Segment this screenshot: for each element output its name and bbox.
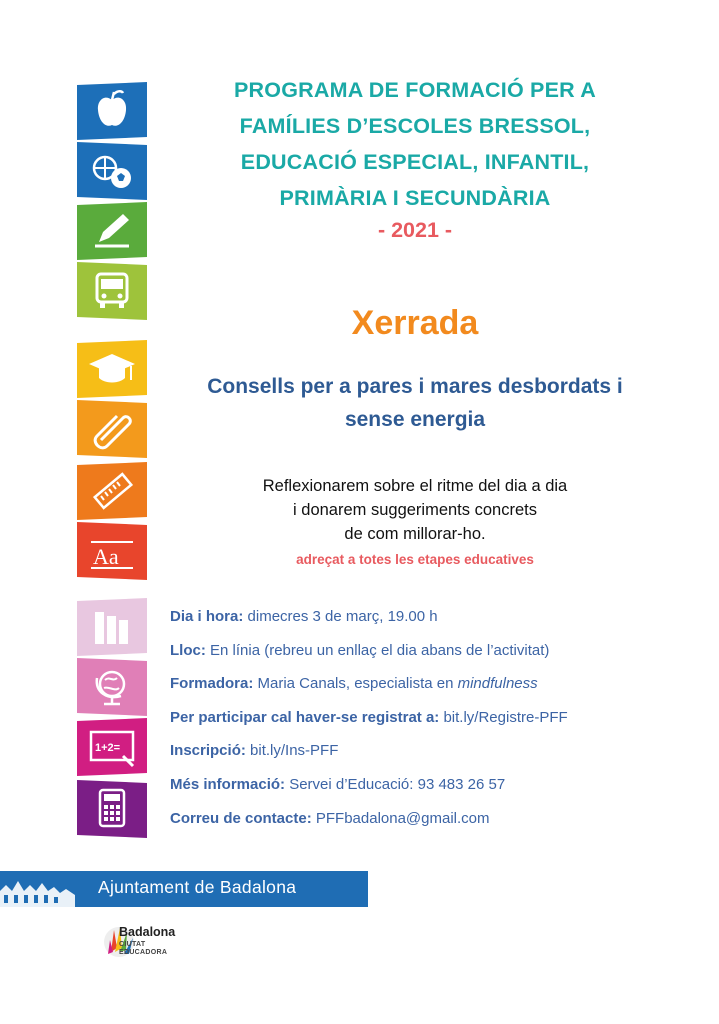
- city-skyline-logo: [0, 871, 75, 907]
- event-audience: adreçat a totes les etapes educatives: [296, 552, 534, 567]
- detail-label: Dia i hora:: [170, 608, 244, 625]
- footer-bar-text: Ajuntament de Badalona: [98, 877, 297, 897]
- event-title-line: Consells per a pares i mares desbordats i: [207, 375, 623, 398]
- program-title-line: FAMÍLIES D’ESCOLES BRESSOL,: [239, 114, 591, 138]
- detail-label: Formadora:: [170, 675, 254, 693]
- svg-text:1+2=: 1+2=: [95, 742, 121, 754]
- program-title-line: PROGRAMA DE FORMACIÓ PER A: [234, 78, 596, 102]
- letters-icon: [77, 522, 147, 580]
- detail-label: Per participar cal haver-se registrat a:: [170, 708, 440, 726]
- description-line: Reflexionarem sobre el ritme del dia a dia: [262, 477, 568, 495]
- detail-contact: [170, 808, 690, 842]
- description-line: de com millorar-ho.: [344, 525, 486, 543]
- event-title: [170, 370, 660, 436]
- detail-date: [170, 606, 690, 640]
- detail-trainer: [170, 673, 690, 707]
- contact-email-link[interactable]: PFFbadalona@gmail.com: [311, 809, 490, 827]
- enrollment-link[interactable]: bit.ly/Ins-PFF: [245, 742, 339, 760]
- detail-emphasis: mindfulness: [457, 675, 538, 693]
- pencil-icon: [77, 202, 147, 260]
- event-title-line: sense energia: [344, 408, 486, 431]
- detail-value: Servei d’Educació: 93 483 26 57: [285, 775, 506, 793]
- books-icon: [77, 598, 147, 656]
- calculator-icon: [77, 780, 147, 838]
- graduation-cap-icon: [77, 340, 147, 398]
- globe-icon: [77, 658, 147, 716]
- registration-link[interactable]: bit.ly/Registre-PFF: [439, 708, 568, 726]
- svg-text:Aa: Aa: [93, 544, 119, 569]
- program-title-line: PRIMÀRIA I SECUNDÀRIA: [279, 186, 551, 210]
- logo-title: Badalona: [119, 925, 176, 939]
- detail-place: [170, 640, 690, 674]
- bus-icon: [77, 262, 147, 320]
- logo-subtitle-line: EDUCADORA: [119, 949, 168, 956]
- detail-registration: [170, 707, 690, 741]
- balls-icon: [77, 142, 147, 200]
- program-title: [170, 72, 660, 216]
- detail-value: En línia (rebreu un enllaç el dia abans de l’activitat): [205, 641, 550, 659]
- detail-enrollment: [170, 740, 690, 774]
- paperclip-icon: [77, 400, 147, 458]
- detail-label: Més informació:: [170, 775, 286, 793]
- detail-value: dimecres 3 de març, 19.00 h: [243, 608, 438, 625]
- event-type: Xerrada: [351, 304, 479, 342]
- program-title-line: EDUCACIÓ ESPECIAL, INFANTIL,: [240, 150, 590, 174]
- apple-icon: [77, 82, 147, 140]
- ruler-icon: [77, 462, 147, 520]
- detail-label: Correu de contacte:: [170, 809, 312, 827]
- detail-label: Inscripció:: [170, 742, 246, 760]
- slate-icon: [77, 718, 147, 776]
- detail-more-info: [170, 774, 690, 808]
- footer-bar: [0, 871, 368, 907]
- program-year: - 2021 -: [377, 218, 453, 242]
- logo-subtitle-line: CIUTAT: [119, 941, 146, 948]
- event-details: [170, 606, 690, 841]
- event-description: [170, 474, 660, 546]
- description-line: i donarem suggeriments concrets: [293, 501, 537, 519]
- detail-value: Maria Canals, especialista en: [253, 675, 458, 693]
- detail-label: Lloc:: [170, 641, 206, 659]
